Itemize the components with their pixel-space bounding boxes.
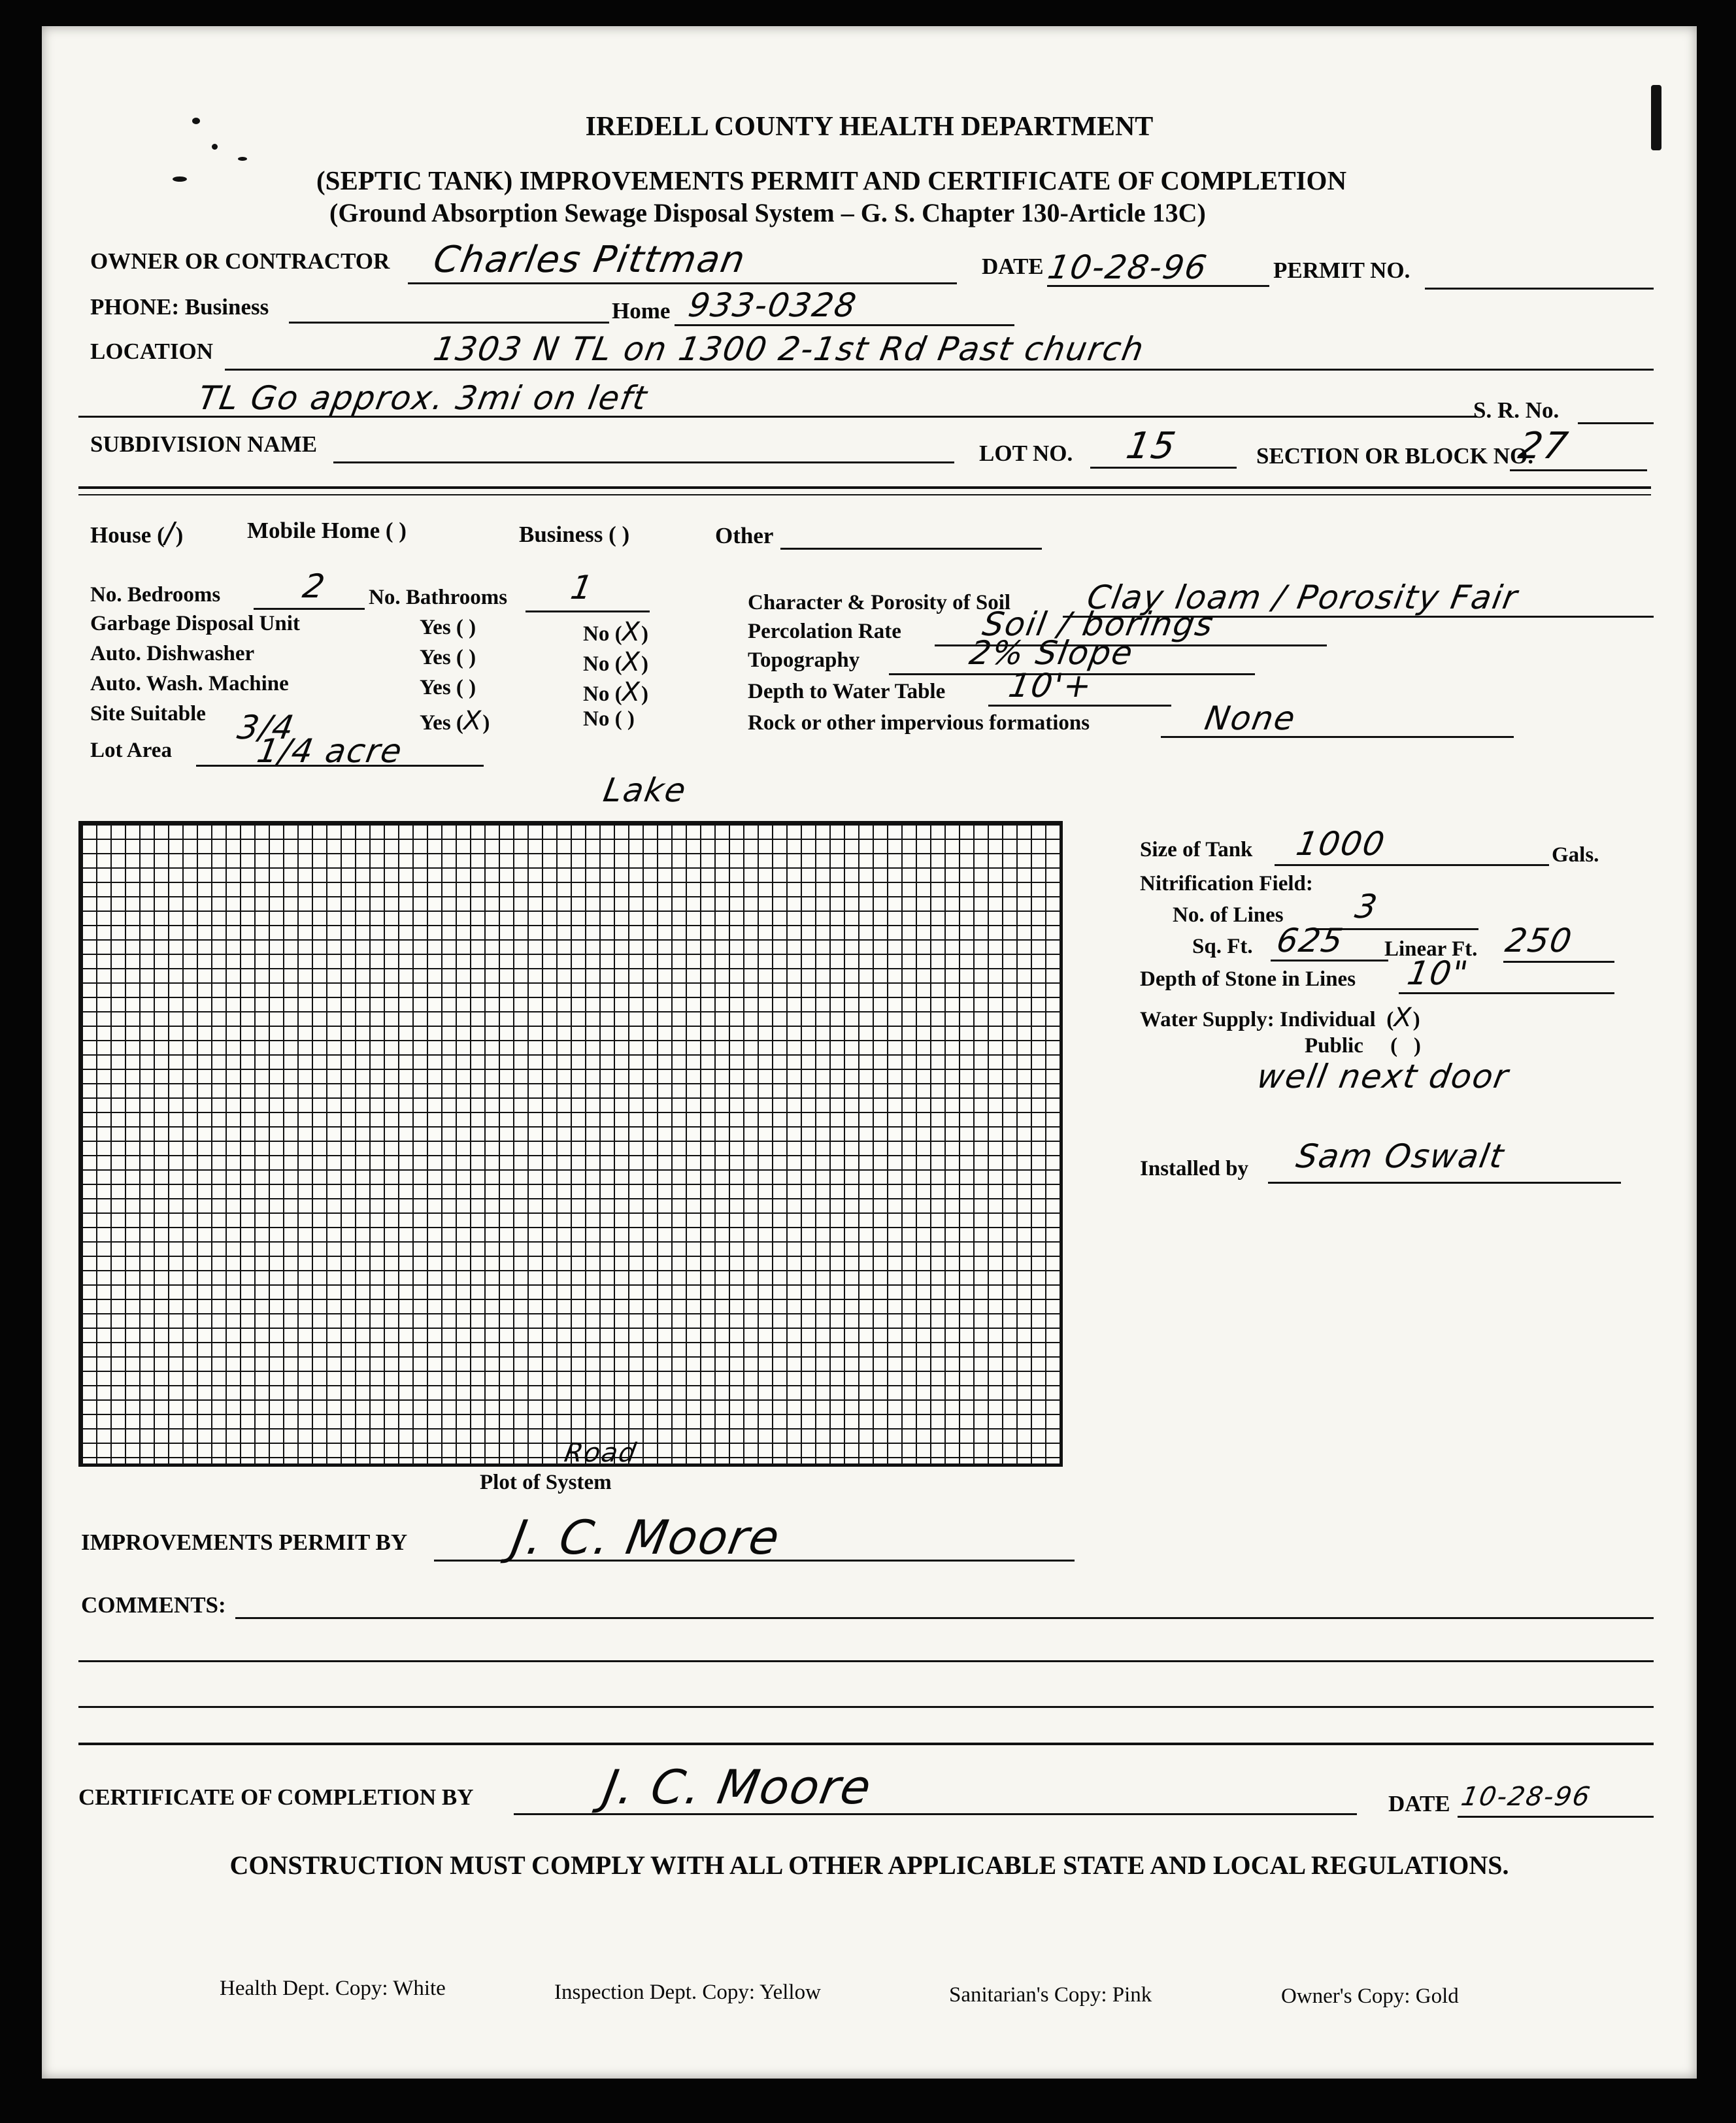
stone-value[interactable]: 10" bbox=[1404, 954, 1472, 992]
check-mark: X bbox=[1394, 1003, 1413, 1033]
owner-line bbox=[408, 282, 957, 284]
dishwasher-yes[interactable]: Yes ( ) bbox=[420, 646, 476, 669]
bedrooms-value[interactable]: 2 bbox=[299, 567, 329, 605]
house-mark: / bbox=[164, 516, 176, 550]
garbage-disposal-yes[interactable]: Yes ( ) bbox=[420, 616, 476, 639]
comments-line-2 bbox=[78, 1660, 1654, 1662]
paren: ) bbox=[482, 711, 490, 735]
copy-sanitarian: Sanitarian's Copy: Pink bbox=[949, 1983, 1152, 2007]
other-line bbox=[780, 548, 1042, 550]
no-text: No ( bbox=[583, 622, 622, 646]
department-name: IREDELL COUNTY HEALTH DEPARTMENT bbox=[585, 112, 1154, 142]
gals-label: Gals. bbox=[1552, 843, 1599, 867]
plot-bottom-note: Road bbox=[561, 1438, 640, 1468]
public-label: Public bbox=[1305, 1034, 1363, 1058]
section-value[interactable]: 27 bbox=[1515, 425, 1572, 467]
sr-no-line bbox=[1578, 422, 1654, 424]
phone-business-label: PHONE: Business bbox=[90, 294, 269, 320]
check-mark: X bbox=[463, 706, 483, 736]
check-mark: X bbox=[622, 617, 641, 647]
house-close: ) bbox=[175, 522, 184, 548]
lot-area-value[interactable]: 1/4 acre bbox=[254, 732, 406, 770]
tank-size-label: Size of Tank bbox=[1140, 838, 1253, 861]
bathrooms-label: No. Bathrooms bbox=[369, 586, 508, 609]
scan-speck bbox=[212, 144, 218, 150]
plot-grid[interactable] bbox=[78, 821, 1063, 1467]
section-line bbox=[1510, 469, 1647, 471]
owner-value[interactable]: Charles Pittman bbox=[430, 239, 750, 281]
improvements-permit-signature[interactable]: J. C. Moore bbox=[507, 1510, 785, 1565]
sqft-value[interactable]: 625 bbox=[1273, 922, 1347, 960]
site-suitable-yes[interactable] bbox=[420, 706, 490, 736]
water-supply-individual[interactable]: Water Supply: Individual (X) bbox=[1140, 1003, 1420, 1033]
topography-value[interactable]: 2% Slope bbox=[966, 634, 1137, 672]
form-title: (SEPTIC TANK) IMPROVEMENTS PERMIT AND CERTIFICATE OF COMPLETION bbox=[316, 165, 1347, 195]
subdivision-line bbox=[333, 461, 954, 463]
linear-value[interactable]: 250 bbox=[1502, 922, 1576, 960]
permit-no-label: PERMIT NO. bbox=[1273, 258, 1410, 283]
scan-speck bbox=[173, 176, 187, 182]
paren: ) bbox=[641, 622, 648, 646]
sr-no-label: S. R. No. bbox=[1473, 397, 1560, 423]
certificate-signature[interactable]: J. C. Moore bbox=[599, 1760, 876, 1814]
topography-label: Topography bbox=[748, 648, 860, 672]
stone-line bbox=[1399, 992, 1614, 994]
yes-text: Yes ( bbox=[420, 711, 463, 735]
perc-rate-value[interactable]: Soil / borings bbox=[979, 605, 1218, 643]
plot-top-note: Lake bbox=[600, 771, 690, 809]
bedrooms-line bbox=[254, 608, 365, 610]
perc-rate-label: Percolation Rate bbox=[748, 620, 901, 643]
rock-value[interactable]: None bbox=[1201, 699, 1299, 737]
nitrification-label: Nitrification Field: bbox=[1140, 872, 1313, 895]
certificate-date-value[interactable]: 10-28-96 bbox=[1458, 1782, 1594, 1812]
copy-owner: Owner's Copy: Gold bbox=[1281, 1984, 1459, 2008]
bathrooms-value[interactable]: 1 bbox=[567, 569, 597, 607]
site-suitable-fraction[interactable]: 3/4 bbox=[234, 709, 298, 746]
soil-character-value[interactable]: Clay loam / Porosity Fair bbox=[1084, 578, 1522, 616]
compliance-notice: CONSTRUCTION MUST COMPLY WITH ALL OTHER APPLICABLE STATE AND LOCAL REGULATIONS. bbox=[229, 1850, 1509, 1880]
owner-label: OWNER OR CONTRACTOR bbox=[90, 248, 390, 274]
check-mark: X bbox=[622, 647, 641, 677]
water-note: well next door bbox=[1254, 1058, 1512, 1095]
paren: ) bbox=[641, 682, 648, 706]
improvements-permit-label: IMPROVEMENTS PERMIT BY bbox=[81, 1530, 408, 1555]
comments-line-3 bbox=[78, 1706, 1654, 1708]
no-text: No ( bbox=[583, 682, 622, 706]
permit-no-line bbox=[1425, 288, 1654, 290]
location-line1-value[interactable]: 1303 N TL on 1300 2-1st Rd Past church bbox=[430, 330, 1148, 368]
phone-business-line bbox=[289, 322, 609, 324]
location-line-1 bbox=[225, 369, 1654, 371]
comments-label: COMMENTS: bbox=[81, 1592, 226, 1618]
certificate-date-label: DATE bbox=[1388, 1791, 1450, 1816]
plot-caption: Plot of System bbox=[480, 1471, 612, 1494]
linear-line bbox=[1503, 961, 1614, 963]
water-table-value[interactable]: 10'+ bbox=[1005, 667, 1096, 705]
house-checkbox[interactable] bbox=[90, 516, 183, 550]
garbage-disposal-label: Garbage Disposal Unit bbox=[90, 612, 300, 635]
site-suitable-no[interactable]: No ( ) bbox=[583, 707, 635, 731]
wash-machine-label: Auto. Wash. Machine bbox=[90, 672, 289, 695]
comments-line-4 bbox=[78, 1743, 1654, 1745]
installed-line bbox=[1268, 1182, 1621, 1184]
mobile-home-checkbox[interactable]: Mobile Home ( ) bbox=[247, 518, 407, 543]
bathrooms-line bbox=[526, 610, 650, 612]
location-line2-value[interactable]: TL Go approx. 3mi on left bbox=[195, 379, 651, 417]
date-label: DATE bbox=[982, 254, 1044, 279]
certificate-label: CERTIFICATE OF COMPLETION BY bbox=[78, 1784, 474, 1810]
no-text: No ( bbox=[583, 652, 622, 676]
phone-home-value[interactable]: 933-0328 bbox=[685, 286, 860, 324]
tank-size-line bbox=[1275, 864, 1549, 866]
phone-home-label: Home bbox=[612, 298, 671, 324]
rock-label: Rock or other impervious formations bbox=[748, 711, 1090, 735]
location-label: LOCATION bbox=[90, 339, 213, 364]
garbage-disposal-no[interactable] bbox=[583, 617, 648, 647]
house-label: House ( bbox=[90, 522, 165, 548]
paren: ) bbox=[641, 652, 648, 676]
water-table-line bbox=[988, 705, 1171, 707]
lines-value[interactable]: 3 bbox=[1352, 888, 1381, 926]
date-value[interactable]: 10-28-96 bbox=[1044, 248, 1211, 286]
water-supply-public[interactable]: Public ( ) bbox=[1305, 1034, 1421, 1058]
section-label: SECTION OR BLOCK NO. bbox=[1256, 443, 1533, 469]
copy-health-dept: Health Dept. Copy: White bbox=[220, 1977, 446, 2000]
linear-label: Linear Ft. bbox=[1384, 937, 1478, 961]
stone-label: Depth of Stone in Lines bbox=[1140, 967, 1356, 991]
certificate-date-line bbox=[1458, 1816, 1654, 1818]
installed-value[interactable]: Sam Oswalt bbox=[1293, 1137, 1508, 1175]
copy-inspection-dept: Inspection Dept. Copy: Yellow bbox=[554, 1981, 821, 2004]
wash-machine-yes[interactable]: Yes ( ) bbox=[420, 676, 476, 699]
dishwasher-no[interactable] bbox=[583, 647, 648, 677]
soil-character-label: Character & Porosity of Soil bbox=[748, 591, 1011, 614]
installed-label: Installed by bbox=[1140, 1157, 1248, 1180]
permit-form bbox=[42, 26, 1697, 2079]
water-table-label: Depth to Water Table bbox=[748, 680, 946, 703]
comments-line-1 bbox=[235, 1617, 1654, 1619]
other-label: Other bbox=[715, 523, 774, 548]
tank-size-value[interactable]: 1000 bbox=[1293, 825, 1389, 863]
section-divider bbox=[78, 494, 1651, 495]
phone-home-line bbox=[675, 324, 1014, 326]
business-checkbox[interactable]: Business ( ) bbox=[519, 522, 630, 547]
section-divider bbox=[78, 486, 1651, 489]
wash-machine-no[interactable] bbox=[583, 677, 648, 707]
form-subtitle: (Ground Absorption Sewage Disposal System – G. S. Chapter 130-Article 13C) bbox=[329, 198, 1206, 227]
sqft-label: Sq. Ft. bbox=[1192, 935, 1253, 958]
lot-no-value[interactable]: 15 bbox=[1123, 425, 1180, 467]
water-supply-label: Water Supply: Individual bbox=[1140, 1008, 1376, 1031]
site-suitable-label: Site Suitable bbox=[90, 702, 206, 726]
lot-area-label: Lot Area bbox=[90, 739, 172, 762]
sqft-line bbox=[1271, 960, 1388, 961]
scan-speck bbox=[238, 157, 247, 161]
subdivision-label: SUBDIVISION NAME bbox=[90, 431, 318, 457]
check-mark: X bbox=[622, 677, 641, 707]
lot-no-label: LOT NO. bbox=[979, 441, 1073, 466]
lines-label: No. of Lines bbox=[1173, 903, 1284, 927]
bedrooms-label: No. Bedrooms bbox=[90, 583, 221, 607]
dishwasher-label: Auto. Dishwasher bbox=[90, 642, 255, 665]
